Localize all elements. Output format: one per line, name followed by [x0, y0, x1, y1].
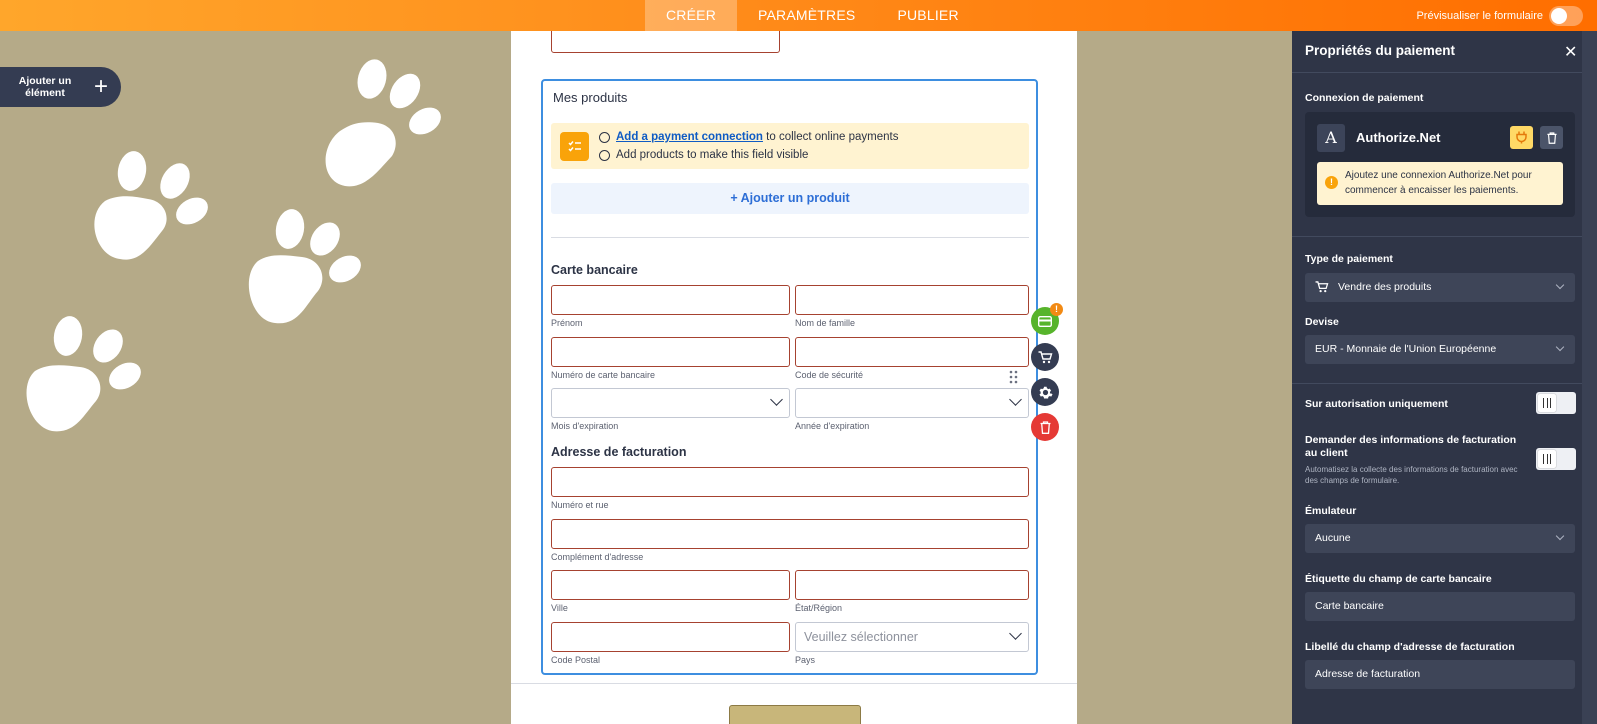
main-tabs [645, 0, 980, 31]
billing-field-label: Libellé du champ d'adresse de facturation [1305, 641, 1515, 653]
billing-info-label: Demander des informations de facturation au client [1305, 434, 1517, 459]
city-sublabel: Ville [551, 603, 568, 613]
info-icon: ! [1325, 176, 1338, 189]
add-payment-connection-link[interactable]: Add a payment connection [616, 131, 763, 143]
warning-badge: ! [1050, 303, 1063, 316]
connection-tip-text: Ajoutez une connexion Authorize.Net pour commencer à encaisser les paiements. [1345, 170, 1532, 196]
paw-print-background [0, 31, 500, 724]
warning-line-1 [599, 131, 899, 143]
street-input[interactable] [551, 467, 1029, 497]
add-element-button[interactable] [0, 67, 121, 107]
close-icon[interactable]: ✕ [1564, 44, 1578, 61]
exp-year-select[interactable] [795, 388, 1029, 418]
preview-form-control [1416, 0, 1583, 31]
auth-only-toggle[interactable] [1536, 392, 1576, 414]
tab-publier[interactable]: PUBLIER [897, 7, 959, 23]
cart-icon [1315, 281, 1329, 293]
field-settings-button[interactable] [1031, 378, 1059, 406]
state-input[interactable] [795, 570, 1029, 600]
products-title: Mes produits [553, 90, 628, 105]
form-page [511, 31, 1077, 724]
payment-type-label: Type de paiement [1305, 253, 1393, 265]
products-button[interactable] [1031, 343, 1059, 371]
chevron-down-icon [1009, 393, 1022, 406]
security-code-sublabel: Code de sécurité [795, 370, 864, 380]
emulator-label: Émulateur [1305, 505, 1357, 517]
add-element-label: Ajouter un élément [18, 75, 72, 99]
paw-print-1 [326, 56, 446, 186]
exp-year-sublabel: Année d'expiration [795, 421, 870, 431]
billing-section-title: Adresse de facturation [551, 445, 687, 459]
connection-label: Connexion de paiement [1305, 92, 1424, 104]
street-sublabel: Numéro et rue [551, 500, 609, 510]
currency-label: Devise [1305, 316, 1339, 328]
payment-type-select[interactable] [1305, 273, 1575, 302]
card-section-title: Carte bancaire [551, 263, 638, 277]
auth-only-label: Sur autorisation uniquement [1305, 398, 1448, 410]
billing-info-description: Automatisez la collecte des informations de facturation avec des champs de formulaire. [1305, 465, 1518, 485]
gateway-name: Authorize.Net [1356, 130, 1441, 145]
connect-plug-button[interactable] [1510, 126, 1533, 149]
chevron-down-icon [1556, 532, 1564, 540]
address2-sublabel: Complément d'adresse [551, 552, 644, 562]
address2-input[interactable] [551, 519, 1029, 549]
last-name-input[interactable] [795, 285, 1029, 315]
tab-parametres[interactable]: PARAMÈTRES [758, 7, 856, 23]
checklist-icon [560, 132, 589, 161]
last-name-sublabel: Nom de famille [795, 318, 856, 328]
delete-field-button[interactable] [1031, 413, 1059, 441]
exp-month-sublabel: Mois d'expiration [551, 421, 619, 431]
chevron-down-icon [1009, 627, 1022, 640]
first-name-sublabel: Prénom [551, 318, 583, 328]
submit-button[interactable] [729, 705, 861, 724]
payment-type-value: Vendre des produits [1338, 281, 1432, 293]
panel-title: Propriétés du paiement [1305, 43, 1456, 58]
payment-connection-card [1305, 112, 1575, 217]
add-product-button[interactable]: + Ajouter un produit [551, 183, 1029, 214]
step-circle-icon [599, 150, 610, 161]
cart-icon [1038, 351, 1053, 364]
preview-form-label: Prévisualiser le formulaire [1416, 9, 1543, 22]
billing-field-value: Adresse de facturation [1315, 668, 1421, 680]
delete-connection-button[interactable] [1540, 126, 1563, 149]
card-field-value: Carte bancaire [1315, 600, 1384, 612]
plug-icon [1516, 131, 1527, 144]
tab-creer[interactable]: CRÉER [645, 0, 737, 31]
connection-tip [1317, 162, 1563, 205]
form-canvas [0, 31, 1292, 724]
paw-print-2 [94, 149, 212, 260]
warning-line-2-text: Add products to make this field visible [616, 149, 809, 161]
panel-divider [1292, 236, 1582, 237]
drag-handle-icon[interactable] [1009, 370, 1019, 384]
payment-warning-box [551, 123, 1029, 169]
postal-sublabel: Code Postal [551, 655, 601, 665]
paw-print-3 [249, 207, 366, 323]
exp-month-select[interactable] [551, 388, 790, 418]
card-field-label: Étiquette du champ de carte bancaire [1305, 573, 1492, 585]
card-number-sublabel: Numéro de carte bancaire [551, 370, 656, 380]
gear-icon [1038, 385, 1053, 400]
preview-toggle[interactable] [1549, 6, 1583, 26]
top-bar [0, 0, 1597, 31]
paw-print-4 [27, 314, 146, 431]
credit-card-icon [1038, 316, 1052, 327]
country-placeholder: Veuillez sélectionner [804, 630, 918, 644]
chevron-down-icon [1556, 281, 1564, 289]
emulator-select[interactable] [1305, 524, 1575, 553]
section-divider [551, 237, 1029, 238]
card-field-input[interactable] [1305, 592, 1575, 621]
trash-icon [1040, 421, 1051, 434]
billing-info-toggle[interactable] [1536, 448, 1576, 470]
plus-icon: + [94, 73, 109, 100]
chevron-down-icon [1556, 343, 1564, 351]
currency-value: EUR - Monnaie de l'Union Européenne [1315, 343, 1497, 355]
postal-input[interactable] [551, 622, 790, 652]
billing-field-input[interactable] [1305, 660, 1575, 689]
currency-select[interactable] [1305, 335, 1575, 364]
card-number-input[interactable] [551, 337, 790, 367]
form-footer-divider [511, 683, 1077, 684]
previous-field-input[interactable] [551, 31, 780, 53]
state-sublabel: État/Région [795, 603, 843, 613]
authorize-net-logo: A [1317, 124, 1345, 152]
payment-products-field[interactable] [541, 79, 1038, 675]
city-input[interactable] [551, 570, 790, 600]
panel-scrollbar[interactable] [1582, 31, 1597, 724]
trash-icon [1547, 132, 1557, 144]
warning-line-2 [599, 149, 808, 161]
country-sublabel: Pays [795, 655, 816, 665]
payment-properties-panel [1292, 31, 1597, 724]
country-select[interactable] [795, 622, 1029, 652]
panel-header [1292, 31, 1582, 73]
chevron-down-icon [770, 393, 783, 406]
step-circle-icon [599, 132, 610, 143]
emulator-value: Aucune [1315, 532, 1351, 544]
first-name-input[interactable] [551, 285, 790, 315]
panel-divider [1292, 383, 1582, 384]
warning-line-1-text: to collect online payments [762, 131, 899, 143]
security-code-input[interactable] [795, 337, 1029, 367]
